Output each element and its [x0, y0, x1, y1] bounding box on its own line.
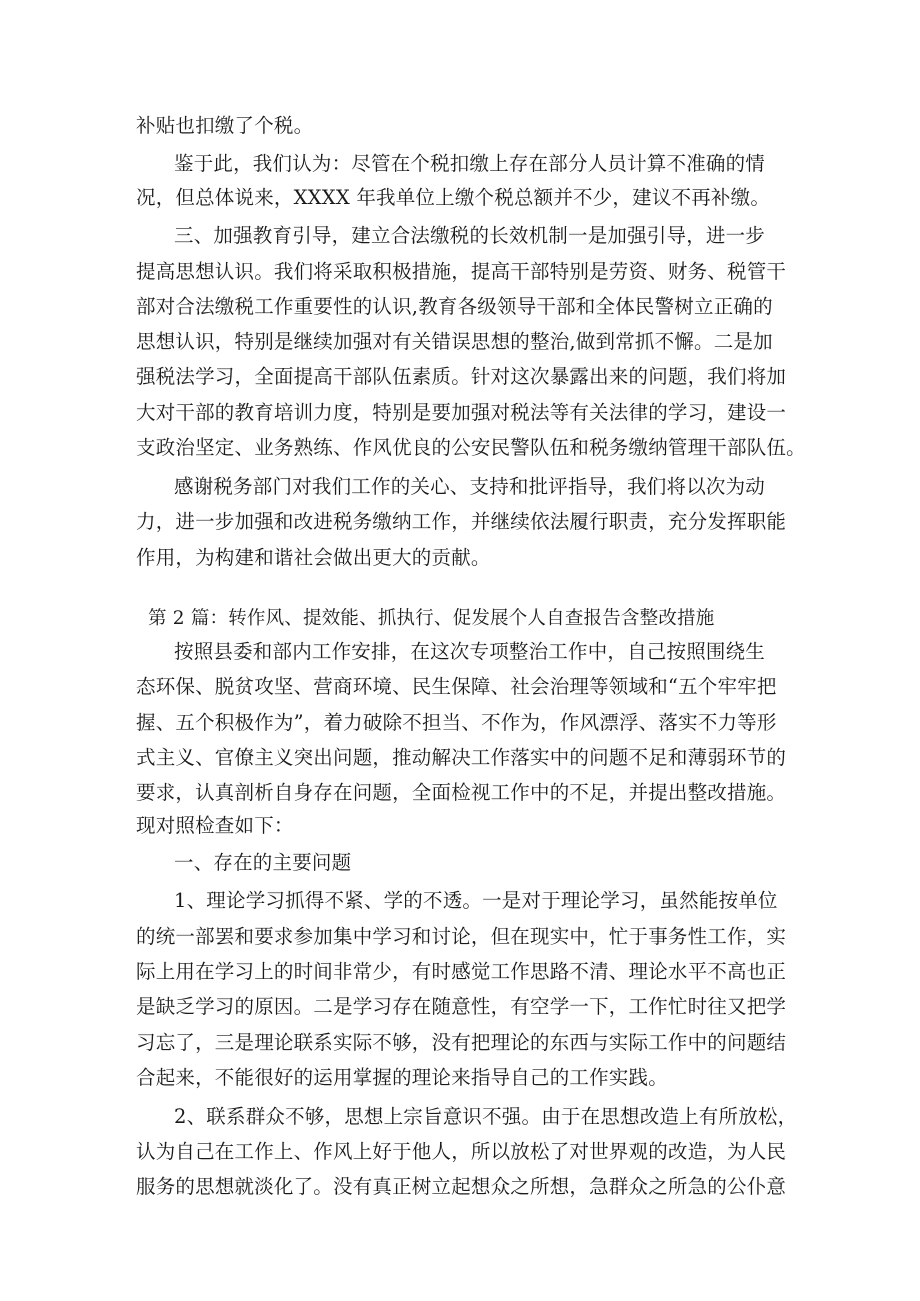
paragraph-line: 认为自己在工作上、作风上好于他人，所以放松了对世界观的改造，为人民	[136, 1140, 787, 1163]
paragraph-first-line: 感谢税务部门对我们工作的关心、支持和批评指导，我们将以次为动	[174, 475, 766, 498]
paragraph-first-line: 按照县委和部内工作安排，在这次专项整治工作中，自己按照围绕生	[174, 640, 766, 663]
paragraph-line: 力，进一步加强和改进税务缴纳工作，并继续依法履行职责，充分发挥职能	[136, 510, 787, 533]
paragraph-first-line: 三、加强教育引导，建立合法缴税的长效机制一是加强引导，进一步	[174, 224, 766, 247]
paragraph-line: 现对照检查如下：	[136, 814, 294, 837]
paragraph-line: 补贴也扣缴了个税。	[136, 114, 314, 137]
paragraph-line: 作用，为构建和谐社会做出更大的贡献。	[136, 546, 491, 569]
paragraph-line: 式主义、官僚主义突出问题，推动解决工作落实中的问题不足和薄弱环节的	[136, 746, 787, 769]
paragraph-line: 强税法学习，全面提高干部队伍素质。针对这次暴露出来的问题，我们将加	[136, 365, 787, 388]
paragraph-line: 大对干部的教育培训力度，特别是要加强对税法等有关法律的学习，建设一	[136, 401, 787, 424]
paragraph-line: 是缺乏学习的原因。二是学习存在随意性，有空学一下，工作忙时往又把学	[136, 995, 787, 1018]
paragraph-line: 握、五个积极作为”，着力破除不担当、不作为，作风漂浮、落实不力等形	[136, 711, 777, 734]
paragraph-line: 部对合法缴税工作重要性的认识,教育各级领导干部和全体民警树立正确的	[136, 295, 773, 318]
paragraph-line: 要求，认真剖析自身存在问题，全面检视工作中的不足，并提出整改措施。	[136, 781, 787, 804]
paragraph-line: 的统一部罢和要求参加集中学习和讨论，但在现实中，忙于事务性工作，实	[136, 925, 787, 948]
paragraph-line: 况，但总体说来，XXXX 年我单位上缴个税总额并不少，建议不再补缴。	[136, 186, 771, 209]
paragraph-first-line: 1、理论学习抓得不紧、学的不透。一是对于理论学习，虽然能按单位	[174, 889, 778, 912]
paragraph-first-line: 鉴于此，我们认为：尽管在个税扣缴上存在部分人员计算不准确的情	[174, 152, 766, 175]
paragraph-line: 支政治坚定、业务熟练、作风优良的公安民警队伍和税务缴纳管理干部队伍。	[136, 436, 806, 459]
paragraph-line: 习忘了，三是理论联系实际不够，没有把理论的东西与实际工作中的问题结	[136, 1031, 787, 1054]
paragraph-line: 际上用在学习上的时间非常少，有时感觉工作思路不清、理论水平不高也正	[136, 960, 787, 983]
paragraph-first-line: 2、联系群众不够，思想上宗旨意识不强。由于在思想改造上有所放松，	[174, 1105, 798, 1128]
paragraph-line: 思想认识，特别是继续加强对有关错误思想的整治,做到常抓不懈。二是加	[136, 330, 773, 353]
section-heading: 第 2 篇：转作风、提效能、抓执行、促发展个人自查报告含整改措施	[148, 608, 715, 629]
paragraph-line: 态环保、脱贫攻坚、营商环境、民生保障、社会治理等领域和“五个牢牢把	[136, 675, 777, 698]
paragraph-line: 合起来，不能很好的运用掌握的理论来指导自己的工作实践。	[136, 1066, 668, 1089]
paragraph-first-line: 一、存在的主要问题	[174, 851, 352, 874]
paragraph-line: 服务的思想就淡化了。没有真正树立起想众之所想，急群众之所急的公仆意	[136, 1175, 787, 1198]
paragraph-line: 提高思想认识。我们将采取积极措施，提高干部特别是劳资、财务、税管干	[136, 260, 787, 283]
